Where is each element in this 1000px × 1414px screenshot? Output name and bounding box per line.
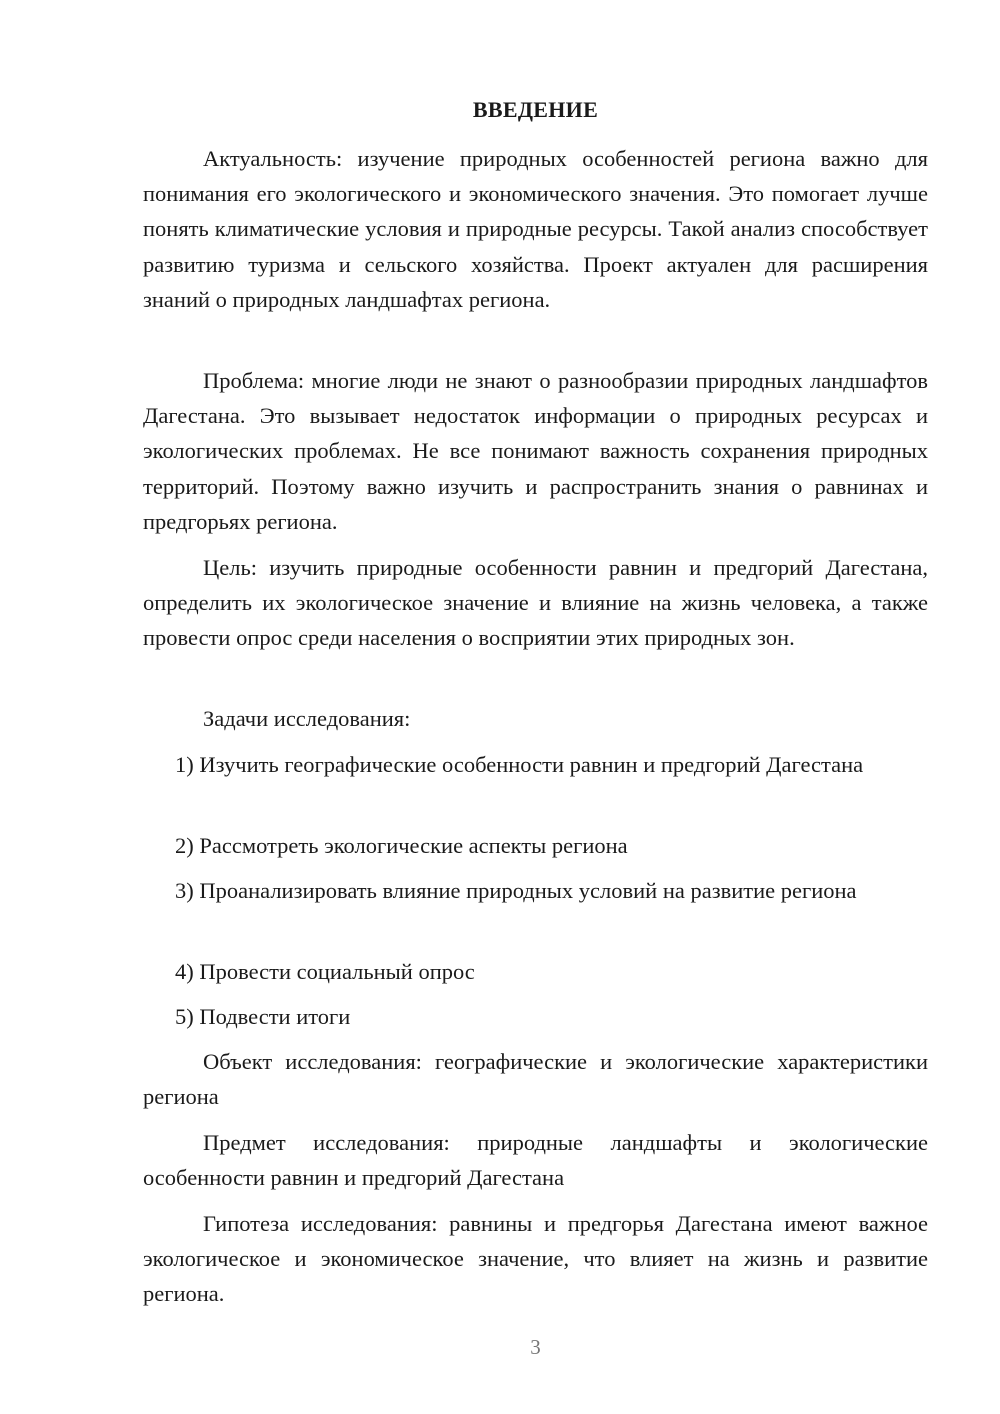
object-paragraph: Объект исследования: географические и экологические характеристики региона (143, 1049, 928, 1110)
task-item-4: 4) Провести социальный опрос (175, 959, 475, 984)
task-item-5: 5) Подвести итоги (175, 1004, 351, 1029)
goal-paragraph: Цель: изучить природные особенности равнин и предгорий Дагестана, определить их экологическое значение и влияние на жизнь человека, а также провести опрос среди населения о восприятии этих природных зон. (143, 555, 928, 651)
document-page (143, 0, 928, 1414)
problem-paragraph: Проблема: многие люди не знают о разнообразии природных ландшафтов Дагестана. Это вызывает недостаток информации о природных ресурсах и экологических проблемах. Не все понимают важность сохранения природных территорий. Поэтому важно изучить и распространить знания о равнинах и предгорьях региона. (143, 368, 928, 534)
page-title: ВВЕДЕНИЕ (472, 97, 599, 122)
subject-paragraph: Предмет исследования: природные ландшафты и экологические особенности равнин и предгорий Дагестана (143, 1130, 928, 1191)
hypothesis-paragraph: Гипотеза исследования: равнины и предгорья Дагестана имеют важное экологическое и экономическое значение, что влияет на жизнь и развитие региона. (143, 1211, 928, 1307)
page-number: 3 (530, 1335, 541, 1359)
task-item-3: 3) Проанализировать влияние природных условий на развитие региона (175, 878, 857, 903)
task-item-1: 1) Изучить географические особенности равнин и предгорий Дагестана (175, 752, 864, 777)
task-item-2: 2) Рассмотреть экологические аспекты региона (175, 833, 628, 858)
tasks-heading: Задачи исследования: (203, 706, 411, 731)
relevance-paragraph: Актуальность: изучение природных особенностей региона важно для понимания его экологического и экономического значения. Это помогает лучше понять климатические условия и природные ресурсы. Такой анализ способствует развитию туризма и сельского хозяйства. Проект актуален для расширения знаний о природных ландшафтах региона. (143, 146, 928, 312)
